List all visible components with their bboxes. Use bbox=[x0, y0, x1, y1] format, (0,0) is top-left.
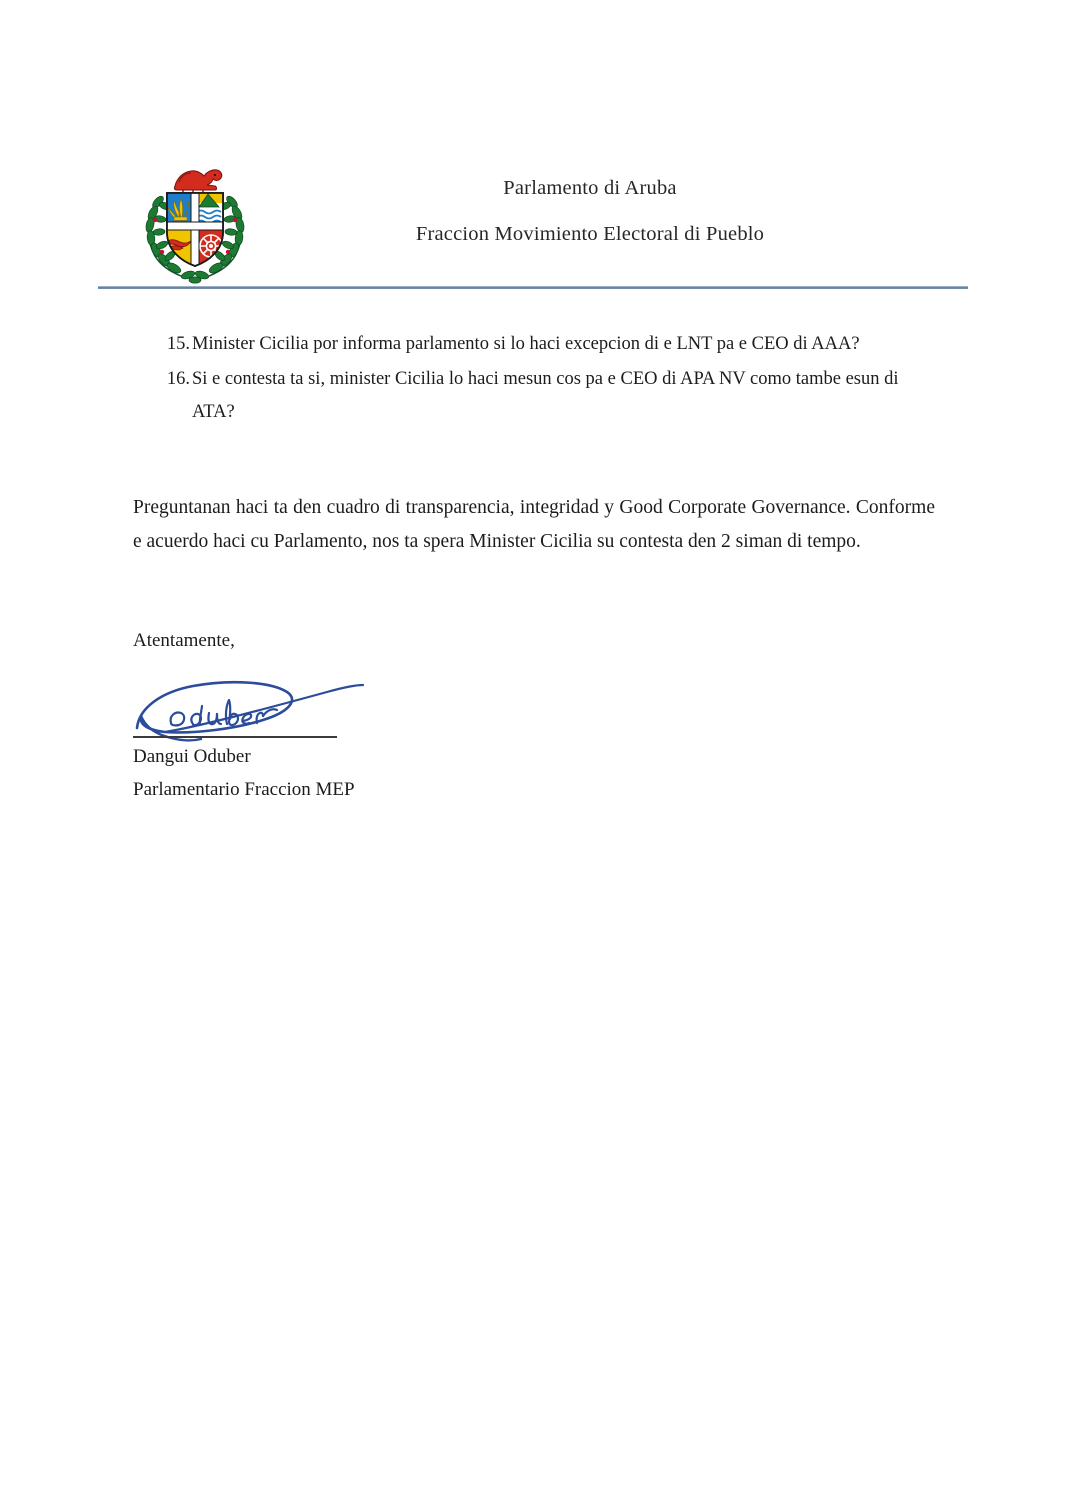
signature-block bbox=[133, 668, 553, 800]
header-divider bbox=[98, 286, 968, 289]
question-list bbox=[133, 328, 935, 429]
list-item-number: 15. bbox=[166, 334, 190, 354]
letterhead-titles bbox=[310, 176, 870, 246]
fraction-title: Fraccion Movimiento Electoral di Pueblo bbox=[415, 222, 765, 245]
list-item-text: Si e contesta ta si, minister Cicilia lo haci mesun cos pa e CEO di APA NV como tambe esun di ATA? bbox=[192, 369, 899, 422]
letterhead bbox=[0, 150, 1068, 295]
signer-role: Parlamentario Fraccion MEP bbox=[133, 779, 355, 800]
list-item-number: 16. bbox=[166, 369, 190, 389]
list-item bbox=[133, 363, 935, 429]
aruba-coat-of-arms-icon bbox=[131, 160, 259, 285]
signer-name: Dangui Oduber bbox=[133, 746, 251, 767]
salutation: Atentamente, bbox=[133, 630, 235, 651]
list-item bbox=[133, 328, 935, 361]
signature-line bbox=[133, 736, 337, 738]
organization-title: Parlamento di Aruba bbox=[503, 177, 677, 199]
letter-body bbox=[133, 328, 935, 800]
list-item-text: Minister Cicilia por informa parlamento si lo haci excepcion di e LNT pa e CEO di AAA? bbox=[192, 334, 860, 354]
closing-paragraph: Preguntanan haci ta den cuadro di transparencia, integridad y Good Corporate Governance. Conforme e acuerdo haci cu Parlamento, nos ta spera Minister Cicilia su contesta den 2 siman di tempo. bbox=[133, 497, 935, 552]
